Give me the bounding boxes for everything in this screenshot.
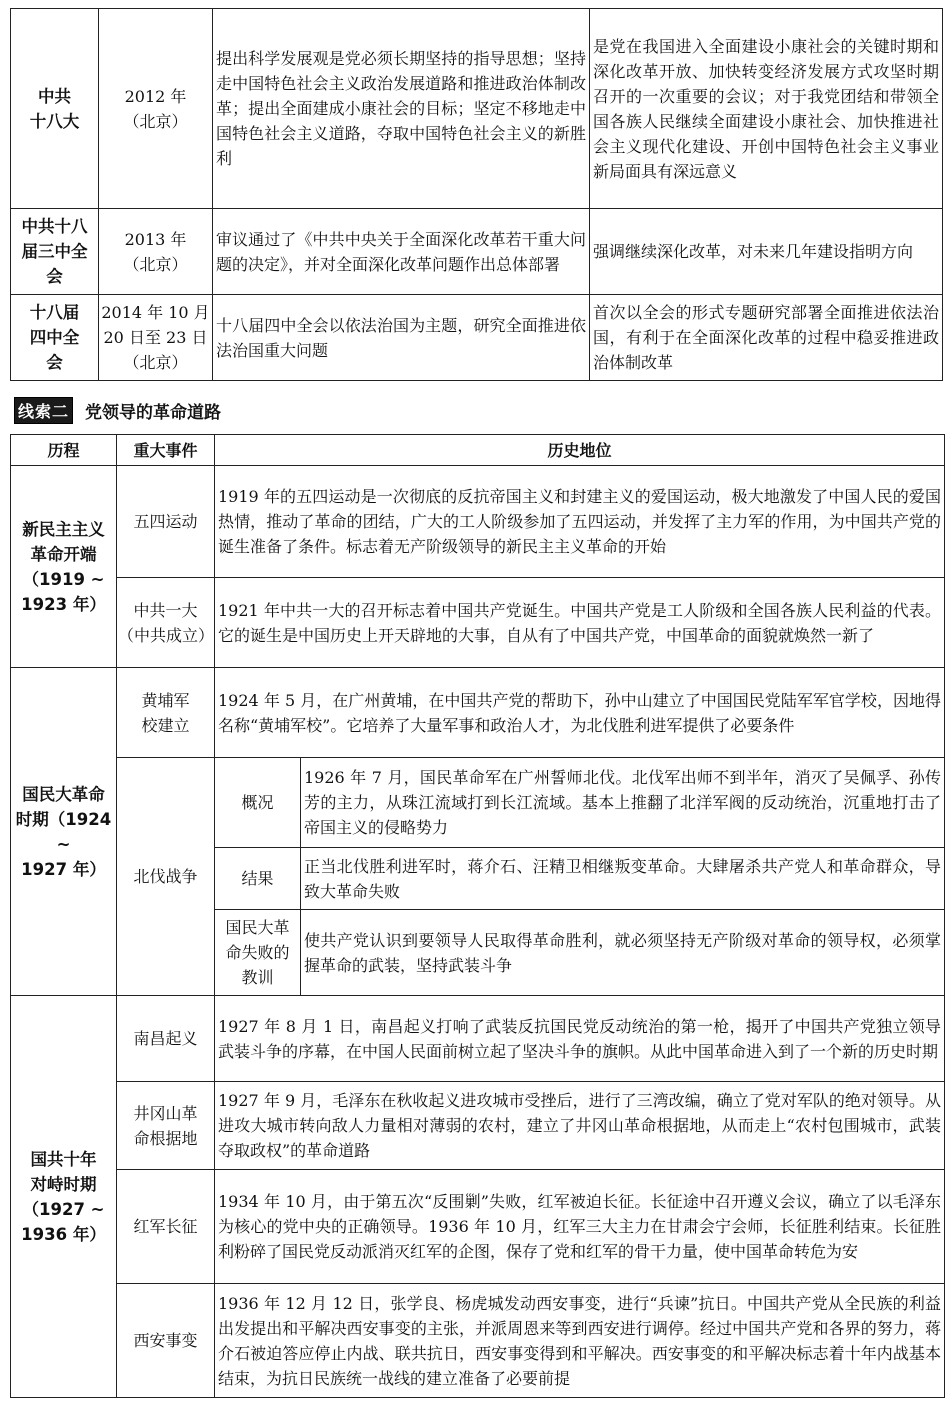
period-cell: 国共十年 对峙时期 （1927 ~ 1936 年）: [11, 996, 117, 1398]
event-text-cell: 1934 年 10 月，由于第五次“反围剿”失败，红军被迫长征。长征途中召开遵义会议，确立了以毛泽东为核心的党中央的正确领导。1936 年 10 月，红军三大主力在甘肃会宁会师，长征胜利结束。长征胜利粉碎了国民党反动派消灭红军的企图，保存了党和红军的骨干力量，使中国革命转危为安: [215, 1170, 945, 1284]
period-cell: 新民主主义 革命开端 （1919 ~ 1923 年）: [11, 466, 117, 668]
content-cell: 提出科学发展观是党必须长期坚持的指导思想；坚持走中国特色社会主义政治发展道路和推进政治体制改革；提出全面建成小康社会的目标；坚定不移地走中国特色社会主义道路，夺取中国特色社会主义的新胜利: [213, 9, 590, 209]
table-row: [11, 758, 945, 848]
sub-text-cell: 正当北伐胜利进军时，蒋介石、汪精卫相继叛变革命。大肆屠杀共产党人和革命群众，导致大革命失败: [301, 848, 945, 910]
event-text-cell: 1936 年 12 月 12 日，张学良、杨虎城发动西安事变，进行“兵谏”抗日。中国共产党从全民族的利益出发提出和平解决西安事变的主张，并派周恩来等到西安进行调停。经过中国共产党和各界的努力，蒋介石被迫答应停止内战、联共抗日，西安事变得到和平解决。西安事变的和平解决标志着十年内战基本结束，为抗日民族统一战线的建立准备了必要前提: [215, 1284, 945, 1398]
event-text-cell: 1927 年 9 月，毛泽东在秋收起义进攻城市受挫后，进行了三湾改编，确立了党对军队的绝对领导。从进攻大城市转向敌人力量相对薄弱的农村，建立了井冈山革命根据地，从而走上“农村包围城市，武装夺取政权”的革命道路: [215, 1082, 945, 1170]
event-text-cell: 1924 年 5 月，在广州黄埔，在中国共产党的帮助下，孙中山建立了中国国民党陆军军官学校，因地得名称“黄埔军校”。它培养了大量军事和政治人才，为北伐胜利进军提供了必要条件: [215, 668, 945, 758]
table-header-row: [11, 435, 945, 466]
sub-name-cell: 结果: [215, 848, 301, 910]
time-cell: 2012 年 （北京）: [99, 9, 213, 209]
sub-name-cell: 概况: [215, 758, 301, 848]
significance-cell: 首次以全会的形式专题研究部署全面推进依法治国，有利于在全面深化改革的过程中稳妥推进政治体制改革: [590, 295, 943, 381]
time-cell: 2013 年 （北京）: [99, 209, 213, 295]
table-row: [11, 295, 943, 381]
table-row: [11, 1170, 945, 1284]
event-name-cell: 井冈山革 命根据地: [117, 1082, 215, 1170]
content-cell: 审议通过了《中共中央关于全面深化改革若干重大问题的决定》，并对全面深化改革问题作出总体部署: [213, 209, 590, 295]
period-cell: 国民大革命 时期（1924 ~ 1927 年）: [11, 668, 117, 996]
sub-name-cell: 国民大革 命失败的 教训: [215, 910, 301, 996]
section-heading: [14, 397, 221, 423]
table-row: [11, 209, 943, 295]
table-row: [11, 1082, 945, 1170]
event-name-cell: 北伐战争: [117, 758, 215, 996]
time-cell: 2014 年 10 月 20 日至 23 日 （北京）: [99, 295, 213, 381]
section-tag: 线索二: [14, 397, 73, 424]
event-name-cell: 中共一大 （中共成立）: [117, 578, 215, 668]
table-row: [11, 996, 945, 1082]
event-name-cell: 五四运动: [117, 466, 215, 578]
significance-cell: 是党在我国进入全面建设小康社会的关键时期和深化改革开放、加快转变经济发展方式攻坚时期召开的一次重要的会议；对于我党团结和带领全国各族人民继续全面建设小康社会、加快推进社会主义现代化建设、开创中国特色社会主义事业新局面具有深远意义: [590, 9, 943, 209]
header-event: 重大事件: [117, 435, 215, 466]
event-name-cell: 西安事变: [117, 1284, 215, 1398]
event-name-cell: 南昌起义: [117, 996, 215, 1082]
significance-cell: 强调继续深化改革，对未来几年建设指明方向: [590, 209, 943, 295]
event-cell: 中共 十八大: [11, 9, 99, 209]
event-cell: 中共十八届三中全会: [11, 209, 99, 295]
revolution-table: [10, 434, 945, 1398]
event-text-cell: 1921 年中共一大的召开标志着中国共产党诞生。中国共产党是工人阶级和全国各族人民利益的代表。它的诞生是中国历史上开天辟地的大事，自从有了中国共产党，中国革命的面貌就焕然一新了: [215, 578, 945, 668]
events-table-continued: [10, 8, 943, 381]
table-row: [11, 1284, 945, 1398]
event-name-cell: 黄埔军 校建立: [117, 668, 215, 758]
table-row: [11, 578, 945, 668]
event-name-cell: 红军长征: [117, 1170, 215, 1284]
event-text-cell: 1927 年 8 月 1 日，南昌起义打响了武装反抗国民党反动统治的第一枪，揭开了中国共产党独立领导武装斗争的序幕，在中国人民面前树立起了坚决斗争的旗帜。从此中国革命进入到了一个新的历史时期: [215, 996, 945, 1082]
event-text-cell: 1919 年的五四运动是一次彻底的反抗帝国主义和封建主义的爱国运动，极大地激发了中国人民的爱国热情，推动了革命的团结，广大的工人阶级参加了五四运动，并发挥了主力军的作用，为中国共产党的诞生准备了条件。标志着无产阶级领导的新民主主义革命的开始: [215, 466, 945, 578]
sub-text-cell: 1926 年 7 月，国民革命军在广州誓师北伐。北伐军出师不到半年，消灭了吴佩孚、孙传芳的主力，从珠江流域打到长江流域。基本上推翻了北洋军阀的反动统治，沉重地打击了帝国主义的侵略势力: [301, 758, 945, 848]
table-row: [11, 9, 943, 209]
content-cell: 十八届四中全会以依法治国为主题，研究全面推进依法治国重大问题: [213, 295, 590, 381]
header-period: 历程: [11, 435, 117, 466]
header-status: 历史地位: [215, 435, 945, 466]
table-row: [11, 466, 945, 578]
section-title: 党领导的革命道路: [85, 402, 222, 423]
sub-text-cell: 使共产党认识到要领导人民取得革命胜利，就必须坚持无产阶级对革命的领导权，必须掌握革命的武装，坚持武装斗争: [301, 910, 945, 996]
event-cell: 十八届 四中全 会: [11, 295, 99, 381]
table-row: [11, 668, 945, 758]
